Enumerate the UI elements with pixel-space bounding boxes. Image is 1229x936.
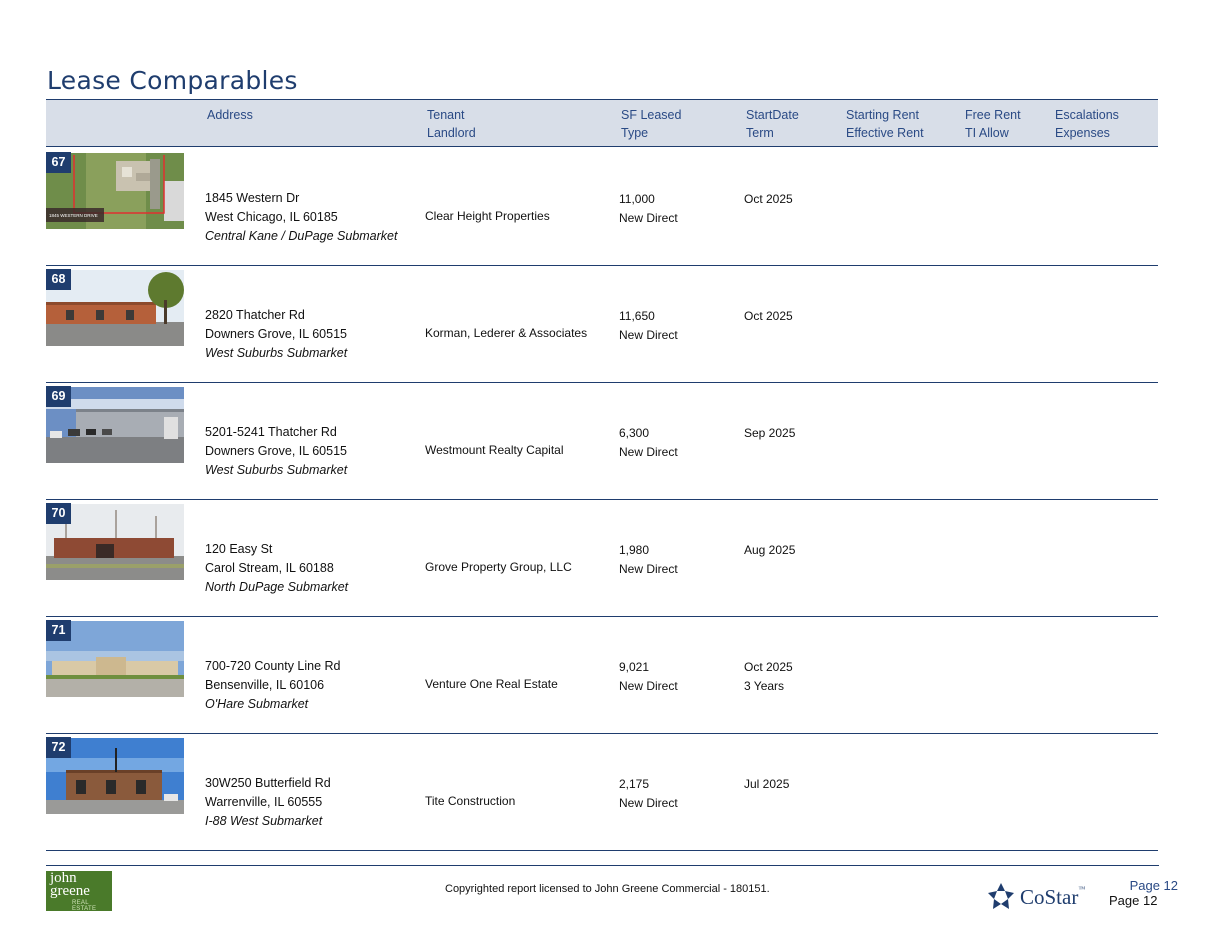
lease-type: New Direct [619, 211, 678, 225]
sf-cell [619, 190, 678, 228]
comp-number: 70 [46, 503, 71, 524]
comp-number: 71 [46, 620, 71, 641]
lease-type: New Direct [619, 445, 678, 459]
lease-type: New Direct [619, 679, 678, 693]
footer-divider [46, 865, 1159, 866]
page-title: Lease Comparables [47, 66, 298, 95]
sf-cell [619, 775, 678, 813]
city: Carol Stream, IL 60188 [205, 561, 334, 575]
col-sf [621, 106, 681, 142]
street: 5201-5241 Thatcher Rd [205, 425, 337, 439]
table-row[interactable] [46, 500, 1158, 617]
landlord: Grove Property Group, LLC [425, 560, 572, 574]
city: Bensenville, IL 60106 [205, 678, 325, 692]
page-number-secondary: Page 12 [1109, 893, 1158, 908]
start-date: Sep 2025 [744, 426, 796, 440]
costar-logo [1020, 885, 1085, 910]
start-date: Oct 2025 [744, 192, 793, 206]
header-free-rent: Free Rent [965, 108, 1021, 122]
term: 3 Years [744, 679, 785, 693]
costar-star-icon [986, 882, 1016, 912]
start-cell [744, 190, 793, 209]
sf-leased: 1,980 [619, 543, 650, 557]
submarket: West Suburbs Submarket [205, 346, 348, 360]
start-date: Oct 2025 [744, 660, 793, 674]
comp-number: 67 [46, 152, 71, 173]
start-date: Oct 2025 [744, 309, 793, 323]
address-cell [205, 774, 331, 831]
page-number: Page 12 [1129, 878, 1178, 893]
landlord: Korman, Lederer & Associates [425, 326, 588, 340]
header-ti-allow: TI Allow [965, 126, 1009, 140]
header-landlord: Landlord [427, 126, 476, 140]
start-cell [744, 541, 795, 560]
city: Warrenville, IL 60555 [205, 795, 323, 809]
table-row[interactable] [46, 383, 1158, 500]
col-start [746, 106, 799, 142]
logo-wordmark: john greene [50, 870, 90, 899]
logo-tagline: REAL ESTATE [72, 900, 97, 912]
sf-leased: 11,000 [619, 192, 655, 206]
street: 2820 Thatcher Rd [205, 308, 305, 322]
comp-number: 72 [46, 737, 71, 758]
header-expenses: Expenses [1055, 126, 1110, 140]
lease-type: New Direct [619, 328, 678, 342]
city: Downers Grove, IL 60515 [205, 327, 347, 341]
col-rent [846, 106, 924, 142]
address-cell [205, 423, 347, 480]
address-cell [205, 540, 348, 597]
landlord: Clear Height Properties [425, 209, 550, 223]
street: 700-720 County Line Rd [205, 659, 341, 673]
address-cell [205, 657, 341, 714]
col-escalations [1055, 106, 1119, 142]
table-header [46, 99, 1158, 147]
costar-wordmark: CoStar [1020, 885, 1079, 909]
start-date: Jul 2025 [744, 777, 790, 791]
lease-type: New Direct [619, 796, 678, 810]
header-start-date: StartDate [746, 108, 799, 122]
header-type: Type [621, 126, 649, 140]
address-cell [205, 306, 347, 363]
col-free-rent [965, 106, 1021, 142]
sf-leased: 2,175 [619, 777, 650, 791]
table-row[interactable] [46, 266, 1158, 383]
start-date: Aug 2025 [744, 543, 796, 557]
col-tenant [427, 106, 476, 142]
sf-cell [619, 541, 678, 579]
address-cell [205, 189, 397, 246]
john-greene-logo [46, 871, 112, 911]
submarket: O'Hare Submarket [205, 697, 309, 711]
comp-number: 69 [46, 386, 71, 407]
header-tenant: Tenant [427, 108, 465, 122]
street: 120 Easy St [205, 542, 273, 556]
header-escalations: Escalations [1055, 108, 1119, 122]
landlord: Venture One Real Estate [425, 677, 558, 691]
street: 30W250 Butterfield Rd [205, 776, 331, 790]
table-row[interactable] [46, 734, 1158, 851]
sf-cell [619, 424, 678, 462]
start-cell [744, 775, 789, 794]
lease-type: New Direct [619, 562, 678, 576]
copyright-notice: Copyrighted report licensed to John Greene Commercial - 180151. [445, 883, 770, 895]
start-cell [744, 658, 793, 696]
landlord: Westmount Realty Capital [425, 443, 564, 457]
submarket: I-88 West Submarket [205, 814, 323, 828]
submarket: North DuPage Submarket [205, 580, 349, 594]
table-row[interactable] [46, 617, 1158, 734]
start-cell [744, 424, 795, 443]
header-starting-rent: Starting Rent [846, 108, 919, 122]
sf-cell [619, 658, 678, 696]
header-sf-leased: SF Leased [621, 108, 682, 122]
comp-number: 68 [46, 269, 71, 290]
header-address: Address [207, 108, 253, 122]
col-address [207, 106, 253, 124]
header-term: Term [746, 126, 774, 140]
sf-leased: 9,021 [619, 660, 650, 674]
sf-cell [619, 307, 678, 345]
submarket: Central Kane / DuPage Submarket [205, 229, 398, 243]
table-row[interactable] [46, 149, 1158, 266]
start-cell [744, 307, 793, 326]
street: 1845 Western Dr [205, 191, 300, 205]
city: Downers Grove, IL 60515 [205, 444, 347, 458]
header-effective-rent: Effective Rent [846, 126, 924, 140]
sf-leased: 11,650 [619, 309, 655, 323]
submarket: West Suburbs Submarket [205, 463, 348, 477]
costar-trademark: ™ [1078, 885, 1086, 893]
sf-leased: 6,300 [619, 426, 650, 440]
city: West Chicago, IL 60185 [205, 210, 338, 224]
photo-caption: 1845 WESTERN DRIVE [49, 213, 98, 218]
landlord: Tite Construction [425, 794, 516, 808]
